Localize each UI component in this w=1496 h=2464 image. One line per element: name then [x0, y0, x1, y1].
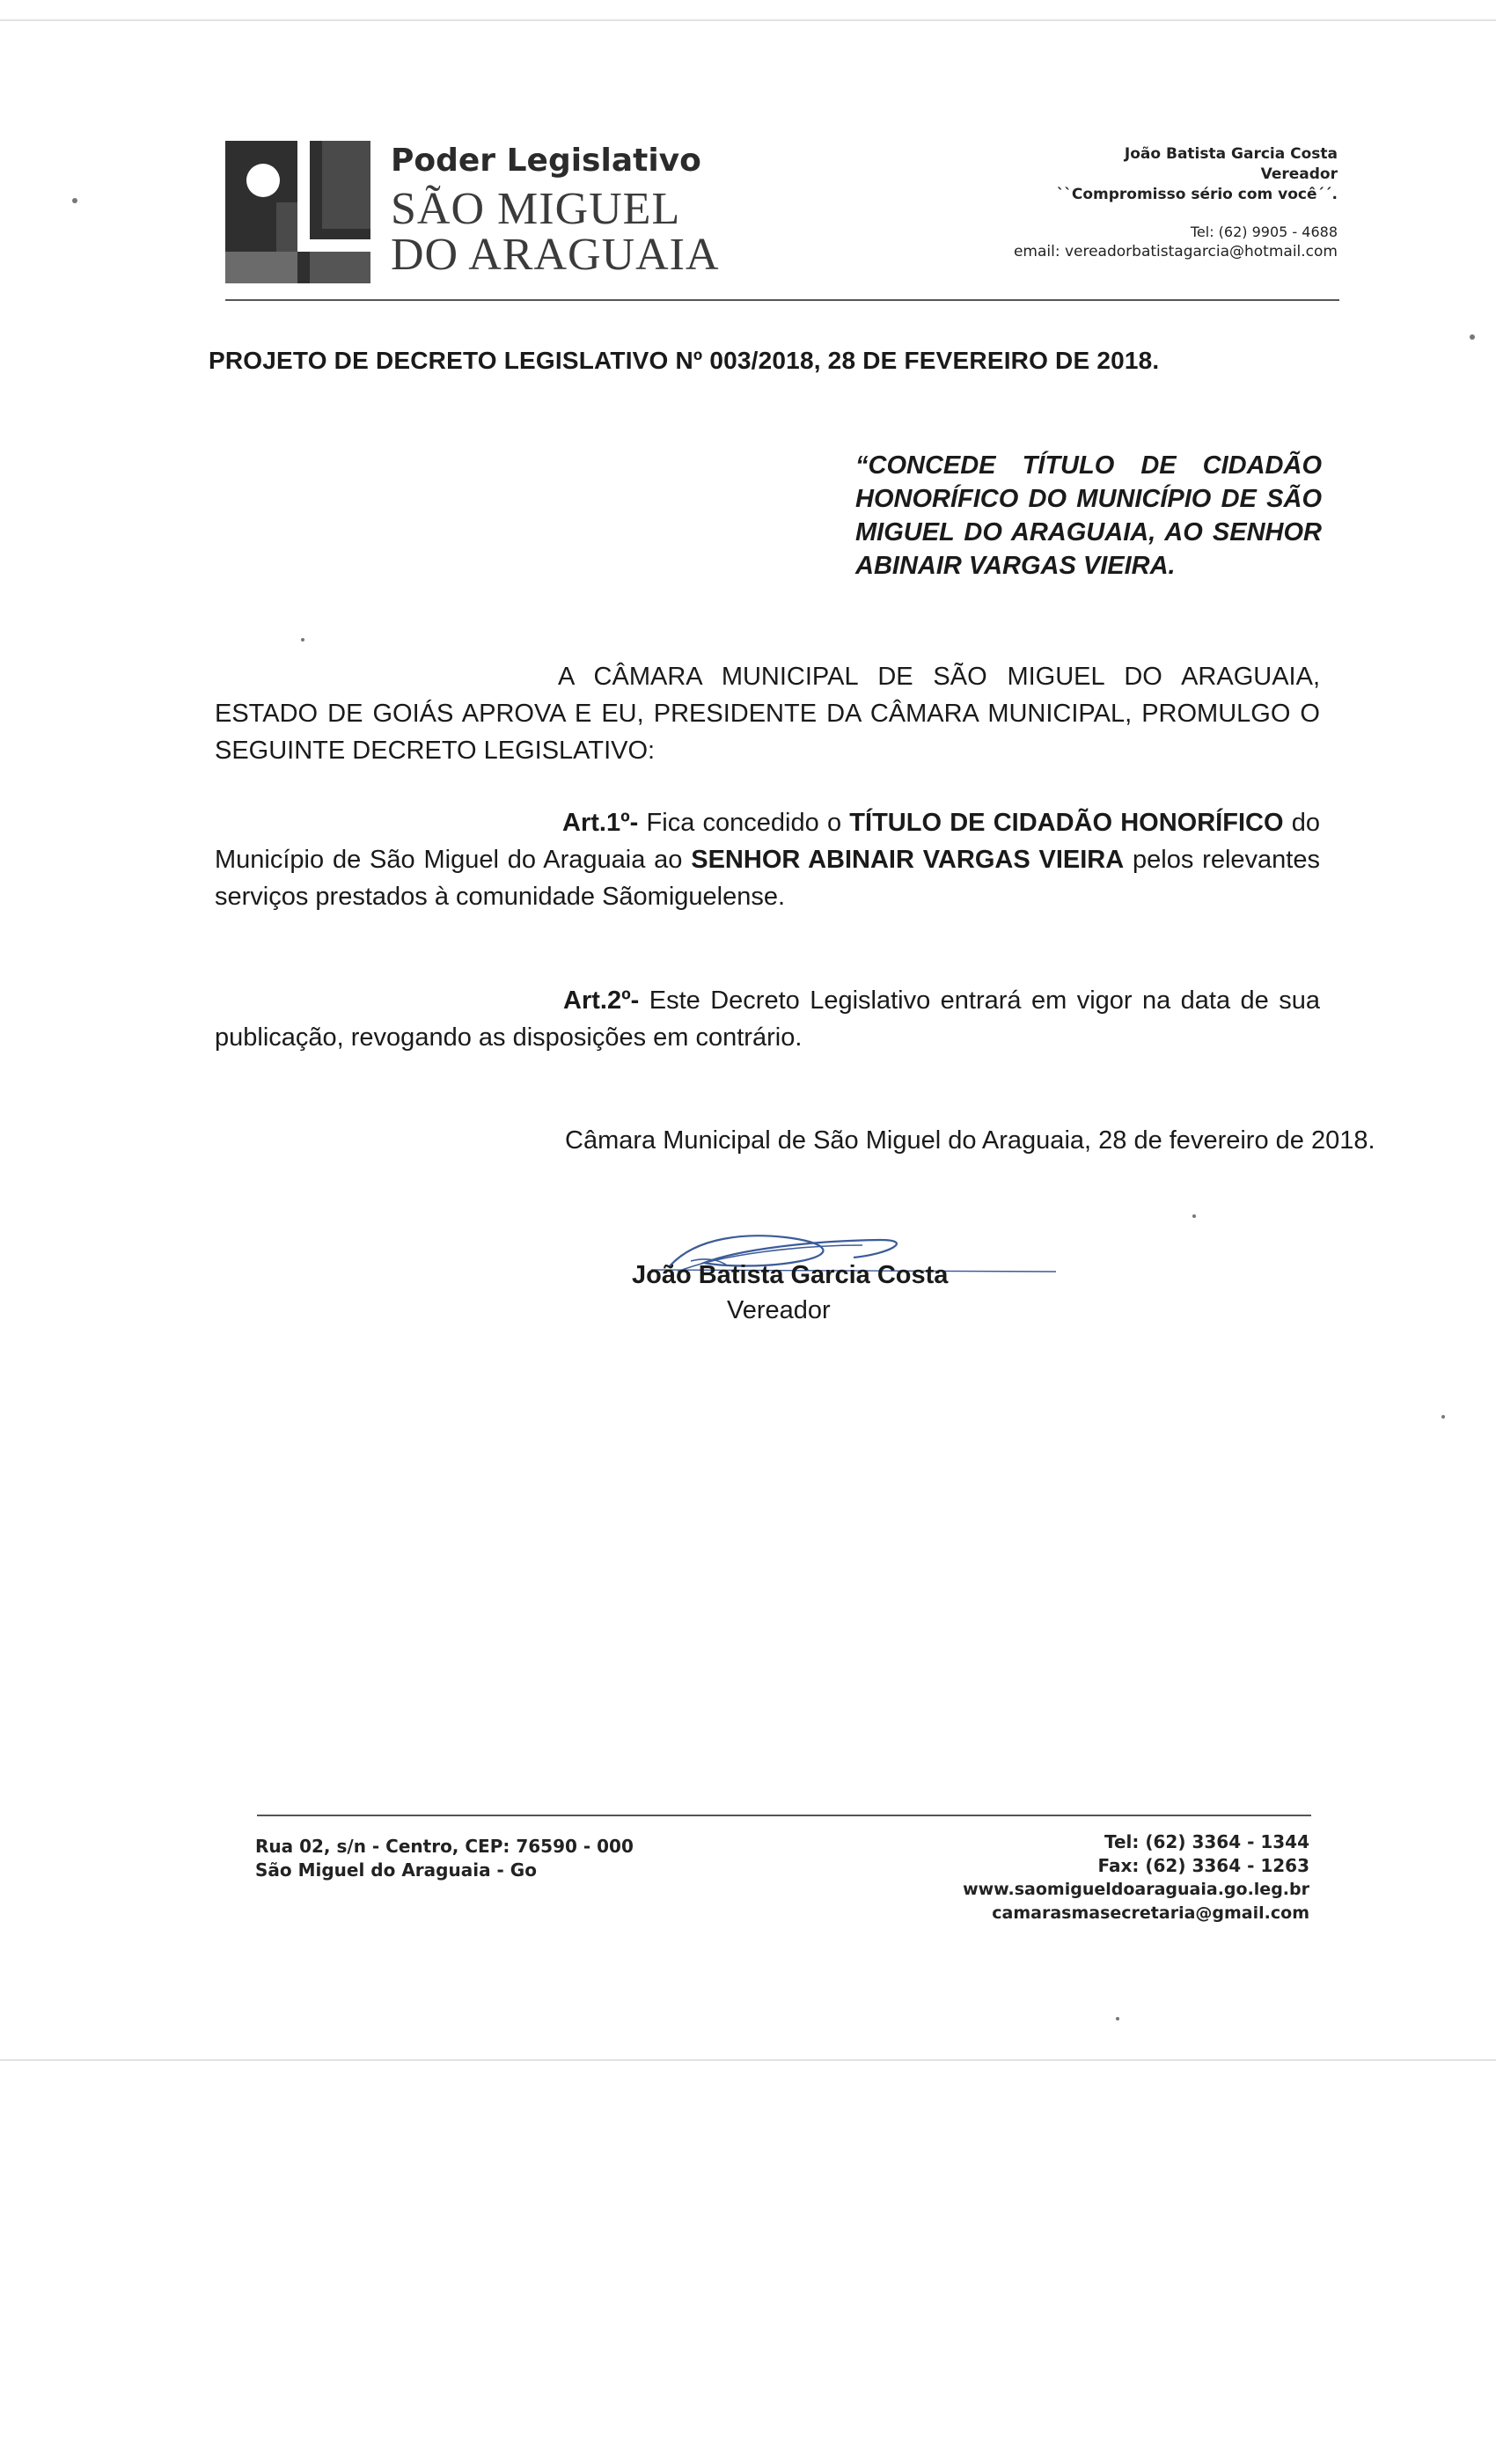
header-divider: [225, 299, 1339, 301]
address-line-2: São Miguel do Araguaia - Go: [255, 1859, 537, 1881]
article-1-title: TÍTULO DE CIDADÃO HONORÍFICO: [849, 809, 1284, 837]
article-2: [215, 982, 1320, 1056]
footer-email: camarasmasecretaria@gmail.com: [992, 1903, 1309, 1923]
preamble-paragraph: A CÂMARA MUNICIPAL DE SÃO MIGUEL DO ARAGUAIA, ESTADO DE GOIÁS APROVA E EU, PRESIDENTE DA CÂMARA MUNICIPAL, PROMULGO O SEGUINTE DECRETO LEGISLATIVO:: [215, 663, 1320, 765]
signer-name: João Batista Garcia Costa: [632, 1261, 949, 1289]
scan-speck: [1441, 1415, 1445, 1419]
brand-title: Poder Legislativo: [391, 143, 701, 179]
brand-city-line1: SÃO MIGUEL: [391, 184, 681, 234]
footer-contact: [963, 1830, 1309, 1925]
footer-tel: Tel: (62) 3364 - 1344: [1104, 1831, 1309, 1852]
article-2-label: Art.2º-: [563, 986, 640, 1015]
scan-speck: [1470, 334, 1475, 340]
scan-speck: [301, 638, 304, 642]
legislative-logo: [225, 141, 370, 283]
document-heading: PROJETO DE DECRETO LEGISLATIVO Nº 003/2018, 28 DE FEVEREIRO DE 2018.: [209, 347, 1160, 374]
article-1-honoree: SENHOR ABINAIR VARGAS VIEIRA: [691, 846, 1125, 874]
article-1-text-a: Fica concedido o: [638, 809, 850, 837]
scan-speck: [72, 198, 77, 203]
contact-tel: Tel: (62) 9905 - 4688: [1190, 224, 1338, 240]
article-2-text: Este Decreto Legislativo entrará em vigor na data de sua publicação, revogando as disposições em contrário.: [215, 986, 1320, 1052]
contact-motto: ``Compromisso sério com você´´.: [1056, 186, 1338, 203]
brand-city-line2: DO ARAGUAIA: [391, 230, 720, 280]
scan-speck: [1116, 2017, 1119, 2020]
signer-role: Vereador: [727, 1296, 831, 1324]
scan-edge-bottom: [0, 2059, 1496, 2061]
footer-divider: [257, 1815, 1311, 1816]
dateline: Câmara Municipal de São Miguel do Araguaia, 28 de fevereiro de 2018.: [565, 1126, 1375, 1155]
footer-fax: Fax: (62) 3364 - 1263: [1097, 1855, 1309, 1876]
scan-edge-top: [0, 19, 1496, 21]
address-line-1: Rua 02, s/n - Centro, CEP: 76590 - 000: [255, 1836, 634, 1857]
header-contact: [1014, 144, 1338, 262]
scan-speck: [1192, 1214, 1196, 1218]
article-1-text-b: do Município de São Miguel do Araguaia ao: [215, 809, 1320, 874]
footer-website: www.saomigueldoaraguaia.go.leg.br: [963, 1880, 1309, 1899]
contact-role: Vereador: [1260, 165, 1338, 183]
contact-email: email: vereadorbatistagarcia@hotmail.com: [1013, 243, 1338, 260]
article-1-text-c: pelos relevantes serviços prestados à comunidade Sãomiguelense.: [215, 846, 1320, 911]
article-1: [215, 804, 1320, 915]
footer-address: [255, 1835, 634, 1882]
article-1-label: Art.1º-: [562, 809, 639, 837]
contact-name: João Batista Garcia Costa: [1124, 145, 1338, 163]
ementa: “CONCEDE TÍTULO DE CIDADÃO HONORÍFICO DO MUNICÍPIO DE SÃO MIGUEL DO ARAGUAIA, AO SENHOR ABINAIR VARGAS VIEIRA.: [855, 451, 1322, 580]
